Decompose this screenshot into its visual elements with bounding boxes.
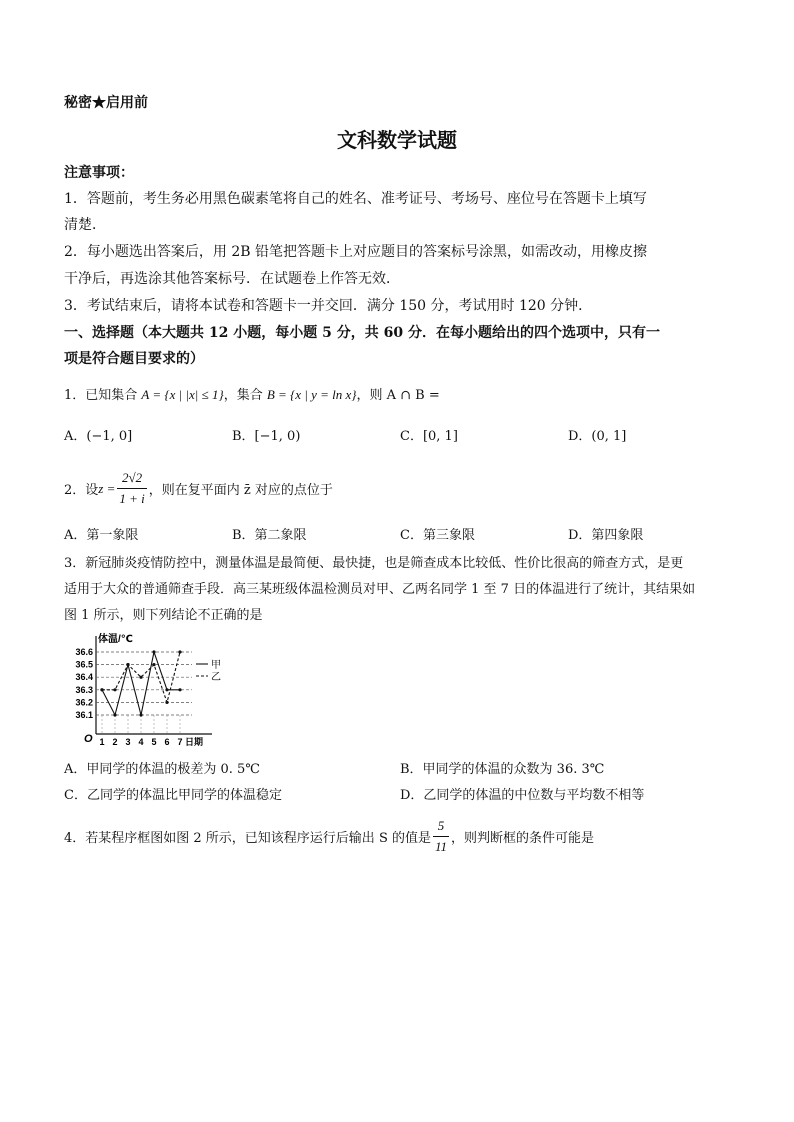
- data-point: [178, 688, 181, 691]
- x-tick-label: 4: [138, 737, 144, 747]
- q2-fraction-den: 1 + i: [119, 491, 145, 506]
- temperature-line-chart: [62, 630, 242, 750]
- q2-suffix: ，则在复平面内 z̄ 对应的点位于: [148, 483, 333, 498]
- q2-fraction: [117, 468, 146, 509]
- q4-fraction: [433, 816, 449, 857]
- x-tick-label: 2: [112, 737, 118, 747]
- x-axis-label: 日期: [185, 737, 204, 747]
- question-4: [64, 816, 594, 857]
- notice-item-2: 2．每小题选出答案后，用 2B 铅笔把答题卡上对应题目的答案标号涂黑，如需改动，用橡皮擦: [64, 244, 648, 260]
- q1-set-b: B = {x | y = ln x}: [266, 387, 357, 402]
- data-point: [113, 688, 116, 691]
- x-tick-label: 5: [151, 737, 157, 747]
- q4-suffix: ，则判断框的条件可能是: [451, 831, 595, 846]
- data-point: [152, 650, 155, 653]
- q1-option-a: A．(−1, 0]: [64, 429, 133, 444]
- y-tick-label: 36.5: [75, 659, 93, 670]
- q1-option-b: B．[−1, 0): [232, 429, 301, 444]
- q1-option-d: D．(0, 1]: [568, 429, 627, 444]
- notice-item-1: 1．答题前，考生务必用黑色碳素笔将自己的姓名、准考证号、考场号、座位号在答题卡上填写: [64, 191, 647, 207]
- q2-option-a: A．第一象限: [64, 528, 139, 543]
- q4-prefix: 4．若某程序框图如图 2 所示，已知该程序运行后输出 S 的值是: [64, 831, 431, 846]
- y-tick-label: 36.4: [75, 672, 93, 683]
- y-tick-label: 36.6: [75, 647, 93, 657]
- q2-option-d: D．第四象限: [568, 528, 644, 543]
- data-point: [165, 701, 168, 704]
- series-line-jia: [102, 652, 180, 715]
- data-point: [139, 676, 142, 679]
- legend-label: 乙: [211, 672, 221, 683]
- notice-item-3: 3．考试结束后，请将本试卷和答题卡一并交回．满分 150 分，考试用时 120 分钟．: [64, 298, 593, 314]
- question-3-cont: 适用于大众的普通筛查手段．高三某班级体温检测员对甲、乙两名同学 1 至 7 日的体温进行了统计，其结果如: [64, 582, 696, 597]
- notice-item-1-cont: 清楚．: [64, 217, 106, 233]
- origin-label: O: [84, 733, 93, 745]
- data-point: [100, 688, 103, 691]
- q3-option-a: A．甲同学的体温的极差为 0. 5℃: [64, 762, 260, 777]
- q1-set-a: A = {x | |x| ≤ 1}: [141, 387, 224, 402]
- question-1: [64, 384, 440, 403]
- secret-label: 秘密★启用前: [64, 95, 148, 111]
- x-tick-label: 3: [125, 737, 131, 747]
- data-point: [178, 650, 181, 653]
- q2-fraction-num: 2√2: [117, 468, 146, 489]
- q1-prefix: 1．已知集合: [64, 388, 142, 403]
- question-3: 3．新冠肺炎疫情防控中，测量体温是最简便、最快捷，也是筛查成本比较低、性价比很高的筛查方式，是更: [64, 556, 684, 571]
- section-heading-cont: 项是符合题目要求的）: [64, 351, 204, 367]
- section-heading: 一、选择题（本大题共 12 小题，每小题 5 分，共 60 分．在每小题给出的四个选项中，只有一: [64, 325, 660, 341]
- notice-item-2-cont: 干净后，再选涂其他答案标号．在试题卷上作答无效．: [64, 271, 400, 287]
- q3-option-b: B．甲同学的体温的众数为 36. 3℃: [400, 762, 605, 777]
- y-axis-label: 体温/℃: [98, 634, 133, 645]
- q2-prefix: 2．设: [64, 483, 99, 498]
- y-tick-label: 36.2: [75, 697, 93, 708]
- notice-heading: 注意事项：: [64, 165, 134, 181]
- question-3-cont-2: 图 1 所示，则下列结论不正确的是: [64, 608, 263, 623]
- q2-option-c: C．第三象限: [400, 528, 475, 543]
- question-2: [64, 468, 333, 509]
- q1-option-c: C．[0, 1]: [400, 429, 458, 444]
- q1-mid: ，集合: [223, 388, 267, 403]
- q4-fraction-num: 5: [433, 816, 449, 837]
- x-tick-label: 1: [99, 737, 105, 747]
- q4-fraction-den: 11: [434, 839, 448, 854]
- y-tick-label: 36.3: [75, 684, 93, 695]
- page-title: 文科数学试题: [337, 128, 457, 152]
- q1-suffix: ，则 A ∩ B =: [356, 388, 440, 403]
- data-point: [165, 688, 168, 691]
- q2-z-eq: z =: [98, 480, 116, 496]
- x-tick-label: 7: [177, 737, 183, 747]
- legend-label: 甲: [211, 660, 221, 671]
- data-point: [152, 663, 155, 666]
- q3-option-c: C．乙同学的体温比甲同学的体温稳定: [64, 788, 282, 803]
- q2-option-b: B．第二象限: [232, 528, 307, 543]
- data-point: [139, 713, 142, 716]
- data-point: [113, 713, 116, 716]
- data-point: [126, 663, 129, 666]
- q3-option-d: D．乙同学的体温的中位数与平均数不相等: [400, 788, 645, 803]
- y-tick-label: 36.1: [75, 710, 93, 720]
- x-tick-label: 6: [164, 737, 170, 747]
